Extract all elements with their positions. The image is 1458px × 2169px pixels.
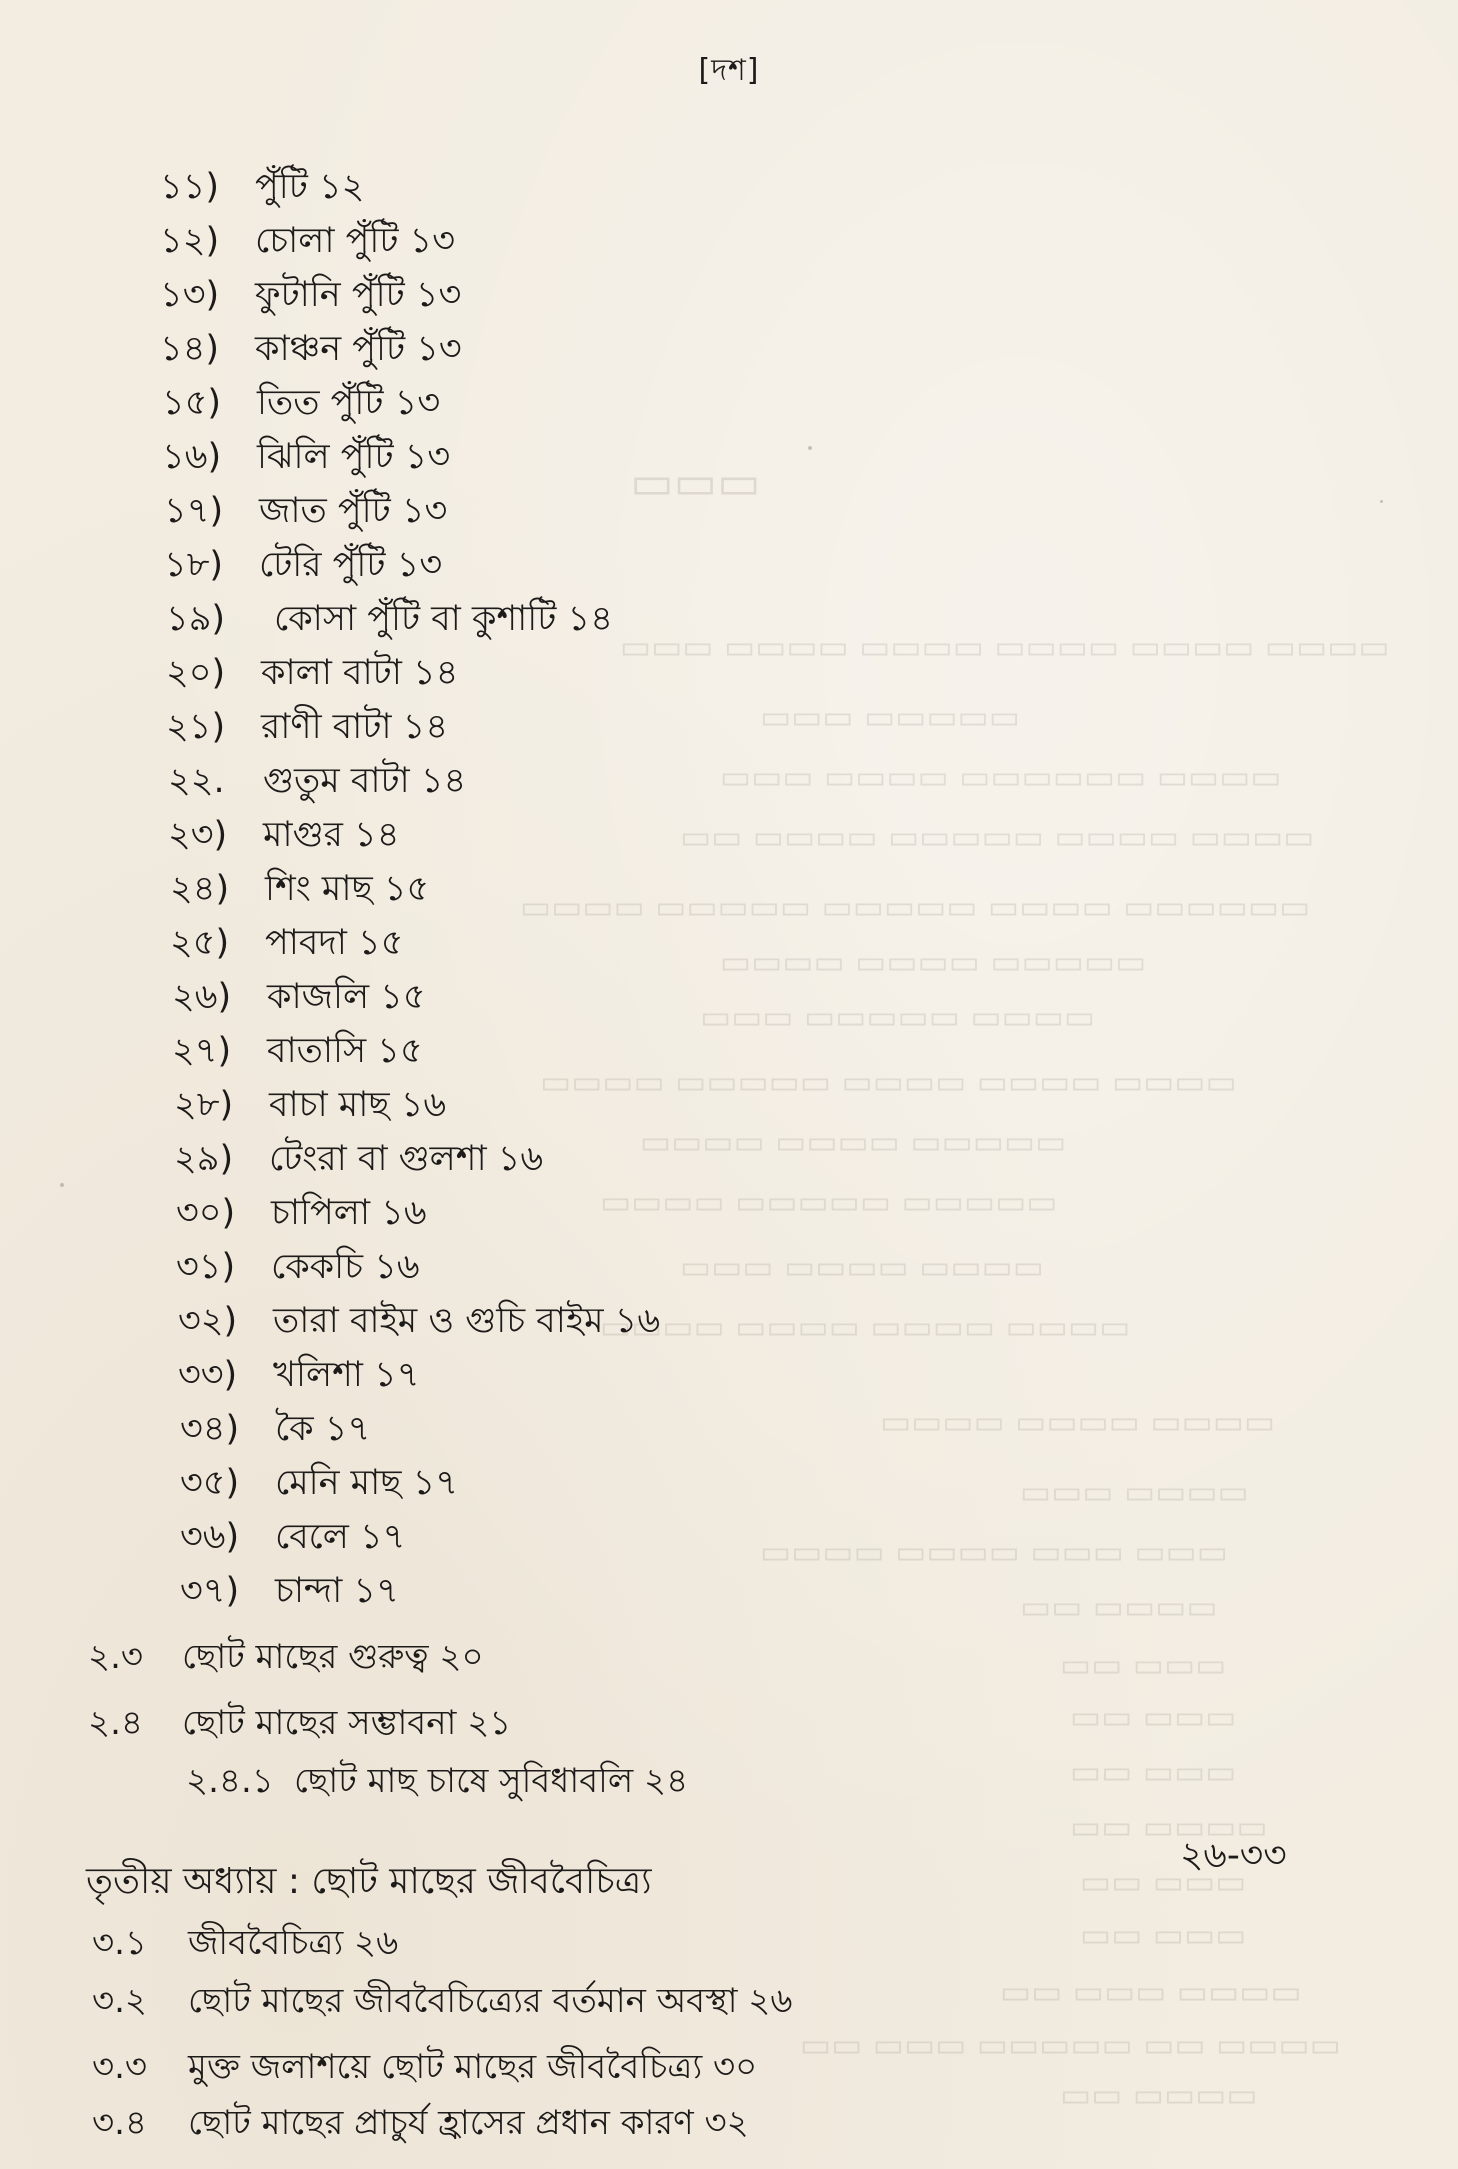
bleed-through-text: ▭▭▭ ▭▭: [1070, 1752, 1237, 1791]
section-text: মুক্ত জলাশয়ে ছোট মাছের জীববৈচিত্র্য ৩০: [188, 2047, 758, 2087]
bleed-through-text: ▭▭▭▭ ▭▭▭▭ ▭▭▭: [680, 1247, 1044, 1286]
item-text: কাঞ্চন পুঁটি ১৩: [255, 329, 462, 369]
item-number: ২৮): [174, 1085, 234, 1125]
bleed-through-text: ▭▭▭▭ ▭▭: [1020, 1587, 1218, 1626]
bleed-through-text: ▭▭▭▭ ▭▭▭▭ ▭▭▭▭▭ ▭▭▭▭ ▭▭: [680, 817, 1315, 856]
list-item: [168, 761, 467, 801]
bleed-through-text: ▭▭▭▭ ▭▭ ▭▭▭▭▭ ▭▭▭ ▭▭: [800, 2025, 1341, 2064]
item-number: ৩২): [178, 1301, 238, 1341]
toc-subsection: [186, 1761, 689, 1801]
bleed-through-text: ▭▭▭▭ ▭▭▭▭▭▭ ▭▭▭▭ ▭▭▭: [720, 757, 1282, 796]
bleed-through-text: ▭▭▭ ▭▭▭ ▭▭▭▭ ▭▭▭▭: [760, 1532, 1228, 1571]
toc-section: [88, 1637, 484, 1677]
item-number: ১৯): [166, 599, 226, 639]
item-text: টেরি পুঁটি ১৩: [259, 545, 443, 585]
item-text: কৈ ১৭: [275, 1409, 371, 1449]
bleed-through-text: ▭▭▭▭▭ ▭▭▭: [760, 697, 1020, 736]
bleed-through-text: ▭▭▭▭ ▭▭▭▭ ▭▭▭▭ ▭▭▭▭▭ ▭▭▭▭: [540, 1062, 1237, 1101]
subsection-number: ২.৪.১: [186, 1761, 274, 1801]
chapter-page-range: ২৬-৩৩: [1180, 1835, 1287, 1876]
list-item: [174, 1139, 544, 1179]
item-text: গুতুম বাটা ১৪: [263, 761, 467, 801]
list-item: [166, 707, 449, 747]
bleed-through-text: ▭▭▭▭ ▭▭: [1060, 2075, 1258, 2114]
bleed-through-text: ▭▭▭▭ ▭▭▭ ▭▭: [1000, 1972, 1302, 2011]
paper-speck: [808, 446, 812, 450]
section-text: জীববৈচিত্র্য ২৬: [188, 1923, 399, 1963]
item-number: ৩১): [176, 1247, 236, 1287]
list-item: [164, 545, 443, 585]
item-number: ২৬): [172, 977, 232, 1017]
bleed-through-text: ▭▭▭▭▭ ▭▭▭▭ ▭▭▭▭: [720, 942, 1147, 981]
item-number: ১৫): [162, 383, 222, 423]
item-number: ৩৫): [180, 1463, 240, 1503]
section-number: ২.৩: [88, 1637, 144, 1677]
item-number: ১৩): [160, 275, 220, 315]
item-text: মেনি মাছ ১৭: [275, 1463, 459, 1503]
item-text: শিং মাছ ১৫: [265, 869, 430, 909]
item-text: চান্দা ১৭: [275, 1571, 399, 1611]
section-number: ২.৪: [88, 1703, 143, 1743]
item-text: খলিশা ১৭: [273, 1355, 420, 1395]
list-item: [180, 1517, 406, 1557]
item-text: রাণী বাটা ১৪: [261, 707, 449, 747]
toc-section: [92, 1923, 399, 1963]
item-text: টেংরা বা গুলশা ১৬: [269, 1139, 544, 1179]
item-text: বাতাসি ১৫: [267, 1031, 423, 1071]
list-item: [166, 653, 459, 693]
item-text: কেকচি ১৬: [271, 1247, 420, 1287]
bleed-through-text: ▭▭▭ ▭▭: [1070, 1697, 1237, 1736]
list-item: [180, 1463, 459, 1503]
list-item: [176, 1247, 420, 1287]
item-number: ২৩): [168, 815, 228, 855]
bleed-through-text: ▭▭▭▭ ▭▭▭▭ ▭▭▭▭: [880, 1402, 1276, 1441]
list-item: [160, 221, 456, 261]
item-number: ৩৪): [180, 1409, 240, 1449]
item-text: কালা বাটা ১৪: [261, 653, 459, 693]
item-number: ২২.: [168, 761, 225, 801]
paper-speck: [60, 1183, 64, 1187]
list-item: [178, 1355, 420, 1395]
toc-section: [92, 2103, 749, 2143]
toc-section: [92, 1981, 793, 2021]
list-item: [166, 599, 613, 639]
toc-section: [88, 1703, 512, 1743]
item-number: ১৮): [164, 545, 224, 585]
list-item: [164, 491, 448, 531]
list-item: [172, 977, 426, 1017]
item-text: বেলে ১৭: [275, 1517, 406, 1557]
item-text: পুঁটি ১২: [255, 167, 365, 207]
bleed-through-text: ▭▭▭ ▭▭: [1080, 1862, 1247, 1901]
bleed-through-text: ▭▭▭▭ ▭▭: [1070, 1807, 1268, 1846]
paper-speck: [1380, 500, 1383, 503]
section-text: ছোট মাছের জীববৈচিত্র্যের বর্তমান অবস্থা ২৬: [188, 1981, 793, 2021]
item-number: ৩৬): [180, 1517, 240, 1557]
list-item: [160, 329, 462, 369]
item-number: ২০): [166, 653, 226, 693]
item-number: ১১): [160, 167, 220, 207]
section-text: ছোট মাছের সম্ভাবনা ২১: [182, 1703, 512, 1743]
section-number: ৩.৩: [92, 2047, 148, 2087]
item-text: চোলা পুঁটি ১৩: [255, 221, 456, 261]
list-item: [160, 167, 365, 207]
bleed-through-text: ▭▭▭▭▭ ▭▭▭▭ ▭▭▭▭: [640, 1122, 1067, 1161]
list-item: [178, 1301, 661, 1341]
item-number: ২৯): [174, 1139, 234, 1179]
list-item: [168, 815, 400, 855]
page-number-header: [দশ]: [698, 53, 760, 88]
item-number: ৩৩): [178, 1355, 238, 1395]
item-text: ফুটানি পুঁটি ১৩: [255, 275, 462, 315]
item-number: ২৭): [172, 1031, 232, 1071]
item-text: বাচা মাছ ১৬: [269, 1085, 447, 1125]
bleed-through-text: ▭▭▭▭ ▭▭▭: [1020, 1472, 1249, 1511]
subsection-text: ছোট মাছ চাষে সুবিধাবলি ২৪: [294, 1761, 689, 1801]
section-number: ৩.২: [92, 1981, 148, 2021]
item-text: পাবদা ১৫: [265, 923, 404, 963]
item-number: ১৪): [160, 329, 220, 369]
bleed-through-text: ▭▭▭▭▭▭ ▭▭▭▭ ▭▭▭▭▭ ▭▭▭▭▭ ▭▭▭▭: [520, 887, 1311, 926]
item-number: ২৪): [170, 869, 230, 909]
item-number: ৩৭): [180, 1571, 240, 1611]
chapter-title: তৃতীয় অধ্যায় : ছোট মাছের জীববৈচিত্র্য: [86, 1861, 652, 1902]
section-number: ৩.১: [92, 1923, 147, 1963]
section-number: ৩.৪: [92, 2103, 147, 2143]
item-text: তারা বাইম ও গুচি বাইম ১৬: [273, 1301, 661, 1341]
item-text: কোসা পুঁটি বা কুশাটি ১৪: [274, 599, 613, 639]
item-number: ১৭): [164, 491, 224, 531]
list-item: [180, 1409, 371, 1449]
item-text: কাজলি ১৫: [267, 977, 426, 1017]
item-text: জাত পুঁটি ১৩: [259, 491, 448, 531]
item-text: ঝিলি পুঁটি ১৩: [257, 437, 451, 477]
bleed-through-text: ▭▭▭▭ ▭▭▭▭ ▭▭▭▭ ▭▭▭▭: [600, 1307, 1131, 1346]
item-number: ১২): [160, 221, 220, 261]
bleed-through-text: ▭▭▭▭ ▭▭▭▭ ▭▭▭▭ ▭▭▭▭ ▭▭▭▭ ▭▭▭: [620, 627, 1390, 666]
list-item: [160, 275, 462, 315]
item-number: ২৫): [170, 923, 230, 963]
list-item: [170, 869, 430, 909]
list-item: [162, 383, 441, 423]
item-text: তিত পুঁটি ১৩: [257, 383, 441, 423]
bleed-through-text: ▭▭▭ ▭▭: [1060, 1645, 1227, 1684]
section-text: ছোট মাছের প্রাচুর্য হ্রাসের প্রধান কারণ ৩২: [188, 2103, 749, 2143]
list-item: [174, 1085, 447, 1125]
item-text: চাপিলা ১৬: [271, 1193, 427, 1233]
toc-section: [92, 2047, 758, 2087]
item-number: ২১): [166, 707, 226, 747]
section-text: ছোট মাছের গুরুত্ব ২০: [182, 1637, 484, 1677]
bleed-through-text: ▭▭▭▭ ▭▭▭▭▭ ▭▭▭: [700, 997, 1096, 1036]
list-item: [170, 923, 404, 963]
item-text: মাগুর ১৪: [263, 815, 400, 855]
bleed-through-title: ▭▭▭: [630, 455, 761, 509]
bleed-through-text: ▭▭▭ ▭▭: [1080, 1915, 1247, 1954]
list-item: [176, 1193, 427, 1233]
list-item: [162, 437, 451, 477]
list-item: [180, 1571, 399, 1611]
list-item: [172, 1031, 423, 1071]
item-number: ৩০): [176, 1193, 236, 1233]
bleed-through-text: ▭▭▭▭▭ ▭▭▭▭▭ ▭▭▭▭: [600, 1182, 1058, 1221]
item-number: ১৬): [162, 437, 222, 477]
